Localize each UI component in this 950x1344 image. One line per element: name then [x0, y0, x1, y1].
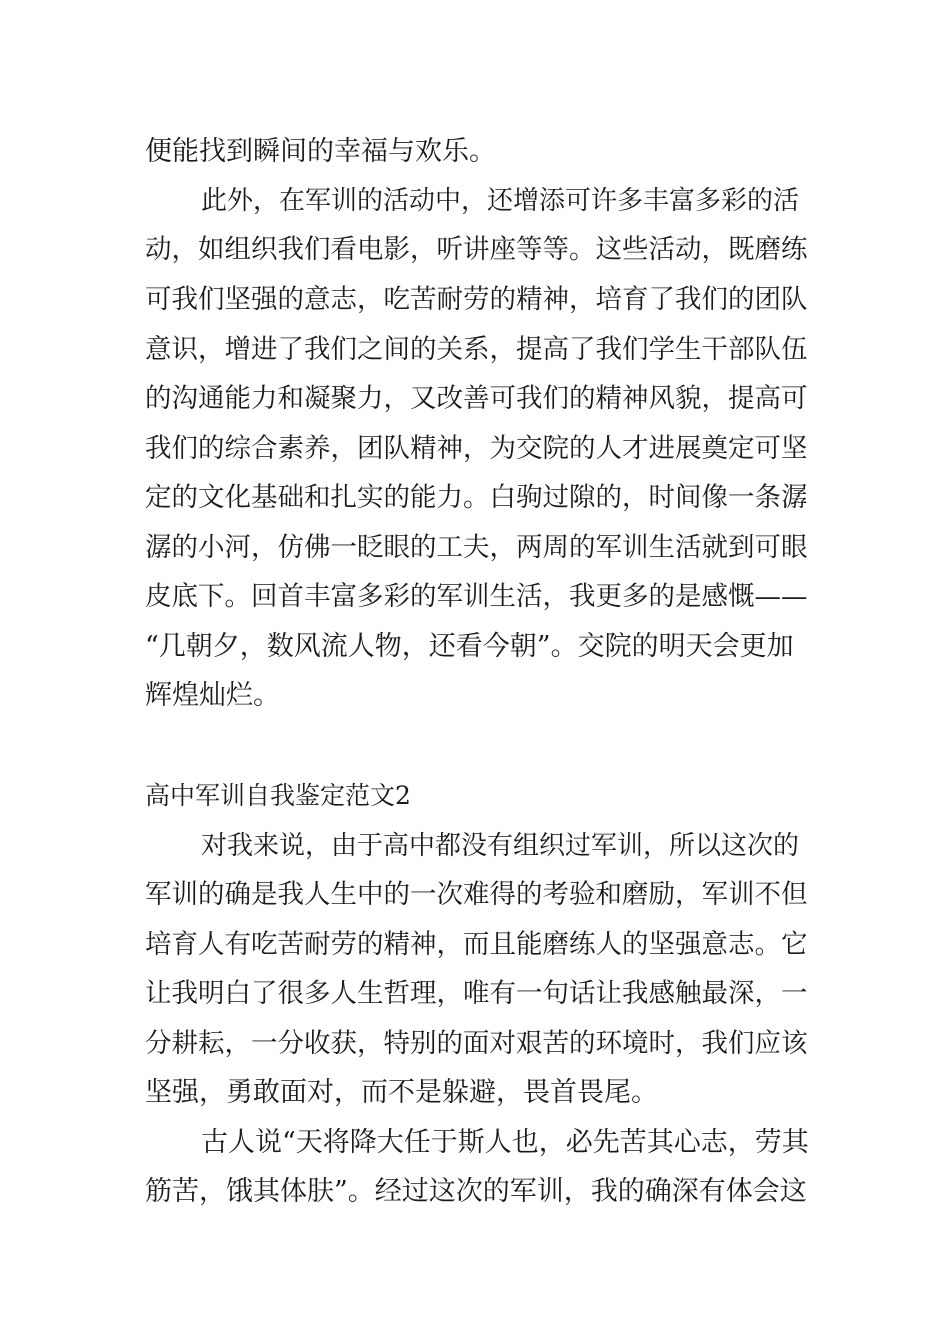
paragraph-2-line-2: 动，如组织我们看电影，听讲座等等。这些活动，既磨练 — [145, 234, 808, 265]
paragraph-3-line-1: 对我来说，由于高中都没有组织过军训，所以这次的 — [201, 831, 800, 861]
section-heading: 高中军训自我鉴定范文2 — [145, 781, 411, 810]
paragraph-2-line-1: 此外，在军训的活动中，还增添可许多丰富多彩的活 — [201, 186, 800, 216]
paragraph-2-line-9: 皮底下。回首丰富多彩的军训生活，我更多的是感慨—— — [145, 581, 808, 612]
paragraph-3-line-5: 分耕耘，一分收获，特别的面对艰苦的环境时，我们应该 — [145, 1028, 808, 1059]
paragraph-2-line-11: 辉煌灿烂。 — [145, 680, 280, 711]
paragraph-4-line-2: 筋苦，饿其体肤”。经过这次的军训，我的确深有体会这 — [145, 1176, 807, 1207]
paragraph-1-line-1: 便能找到瞬间的幸福与欢乐。 — [145, 136, 496, 167]
paragraph-3-line-3: 培育人有吃苦耐劳的精神，而且能磨练人的坚强意志。它 — [145, 929, 808, 960]
paragraph-3-line-6: 坚强，勇敢面对，而不是躲避，畏首畏尾。 — [145, 1077, 658, 1108]
paragraph-2-line-4: 意识，增进了我们之间的关系，提高了我们学生干部队伍 — [145, 334, 808, 365]
paragraph-3-line-4: 让我明白了很多人生哲理，唯有一句话让我感触最深，一 — [145, 978, 808, 1009]
paragraph-2-line-5: 的沟通能力和凝聚力，又改善可我们的精神风貌，提高可 — [145, 383, 808, 414]
paragraph-2-line-8: 潺的小河，仿佛一眨眼的工夫，两周的军训生活就到可眼 — [145, 532, 808, 563]
paragraph-2-line-7: 定的文化基础和扎实的能力。白驹过隙的，时间像一条潺 — [145, 482, 808, 513]
paragraph-4-line-1: 古人说“天将降大任于斯人也，必先苦其心志，劳其 — [201, 1127, 809, 1158]
paragraph-2-line-3: 可我们坚强的意志，吃苦耐劳的精神，培育了我们的团队 — [145, 284, 808, 315]
paragraph-3-line-2: 军训的确是我人生中的一次难得的考验和磨励，军训不但 — [145, 879, 808, 910]
paragraph-2-line-6: 我们的综合素养，团队精神，为交院的人才进展奠定可坚 — [145, 433, 808, 464]
paragraph-2-line-10: “几朝夕，数风流人物，还看今朝”。交院的明天会更加 — [145, 631, 794, 662]
